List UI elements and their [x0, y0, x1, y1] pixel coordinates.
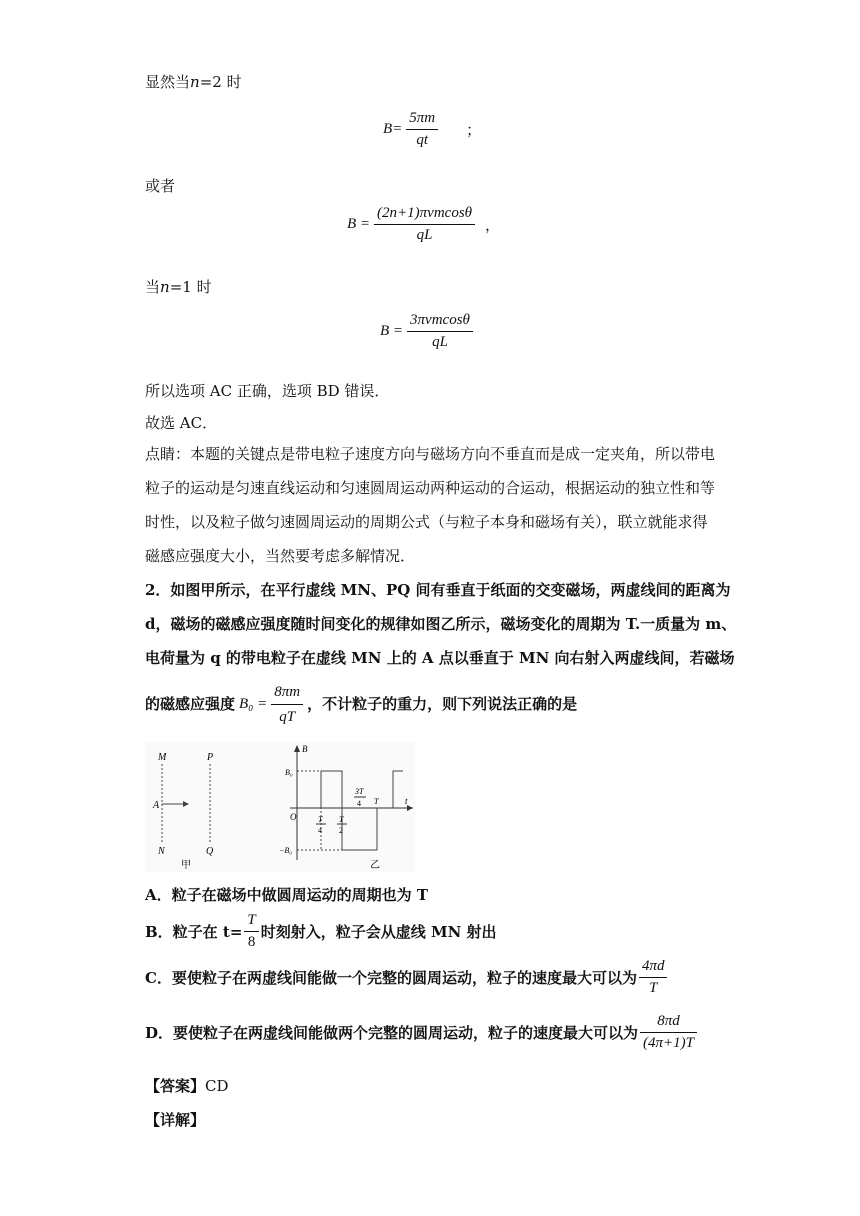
option-a: A．粒子在磁场中做圆周运动的周期也为 T [145, 886, 429, 904]
answer-line: 【答案】CD [145, 1077, 229, 1095]
label-neg-b0: −B₀ [279, 846, 293, 855]
question-2-line-1: 2．如图甲所示，在平行虚线 MN、PQ 间有垂直于纸面的交变磁场，两虚线间的距离为 [145, 581, 731, 599]
wave-negative [342, 808, 377, 850]
option-d: D．要使粒子在两虚线间能做两个完整的圆周运动，粒子的速度最大可以为 $\frac{8\pi d}{(4\pi+1)T}$ [145, 1013, 699, 1052]
equation-b-5pim: B= $\frac{5\pi m}{qt}$ ； [383, 110, 482, 148]
comment-line-1: 点睛：本题的关键点是带电粒子速度方向与磁场方向不垂直而是成一定夹角，所以带电 [145, 445, 716, 463]
text-line-n-equals-1: 当n=1 时 [145, 278, 212, 296]
equation-b-3pi: B = $\frac{\text{3πvmcosθ}}{qL}$ [380, 312, 473, 351]
label-m: M [158, 752, 167, 763]
text-line-n-equals-2: 显然当n=2 时 [145, 73, 242, 91]
label-p: P [207, 752, 214, 763]
label-b-axis: B [302, 744, 308, 754]
caption-jia: 甲 [181, 860, 191, 871]
text-choice-ac: 故选 AC． [145, 414, 218, 432]
tick-3t4-num: 3T [355, 787, 364, 796]
label-origin: O [290, 812, 297, 822]
label-n: N [158, 846, 165, 857]
tick-t2-num: T [339, 815, 344, 824]
figure-magnetic-field [145, 742, 415, 872]
caption-yi: 乙 [370, 860, 380, 871]
arrow-head [183, 801, 189, 807]
label-q: Q [206, 846, 214, 857]
question-2-line-4: 的磁感应强度 B₀ = $\frac{8\pi m}{qT}$ ，不计粒子的重力，则下列说法正确的是 [145, 683, 578, 725]
label-t-axis: t [405, 796, 408, 806]
option-b: B．粒子在 t= $\frac{T}{8}$ 时刻射入，粒子会从虚线 MN 射出 [145, 912, 497, 950]
tick-t2-den: 2 [339, 826, 343, 835]
comment-line-4: 磁感应强度大小，当然要考虑多解情况． [145, 547, 416, 565]
detail-label: 【详解】 [145, 1111, 206, 1129]
comment-line-2: 粒子的运动是匀速直线运动和匀速圆周运动两种运动的合运动，根据运动的独立性和等 [145, 479, 716, 497]
formula-b0: B₀ = $\frac{8\pi m}{qT}$ [239, 682, 303, 727]
tick-t4-den: 4 [318, 826, 322, 835]
option-c: C．要使粒子在两虚线间能做一个完整的圆周运动，粒子的速度最大可以为 $\frac{4\pi d}{T}$ [145, 958, 669, 997]
tick-t: T [374, 797, 379, 806]
label-a: A [153, 800, 160, 811]
wave-positive-1 [321, 771, 342, 808]
text-conclusion: 所以选项 AC 正确，选项 BD 错误． [145, 382, 390, 400]
text-or: 或者 [145, 177, 176, 195]
tick-t4-num: T [318, 815, 323, 824]
label-b0: B₀ [285, 768, 293, 777]
question-2-line-3: 电荷量为 q 的带电粒子在虚线 MN 上的 A 点以垂直于 MN 向右射入两虚线间，若磁场 [145, 649, 735, 667]
comment-line-3: 时性，以及粒子做匀速圆周运动的周期公式（与粒子本身和磁场有关），联立就能求得 [145, 513, 708, 531]
question-2-line-2: d，磁场的磁感应强度随时间变化的规律如图乙所示，磁场变化的周期为 T.一质量为 m、 [145, 615, 737, 633]
equation-b-2n-plus-1: B = $\frac{\text{(2n+1)πvmcosθ}}{qL}$ ， [347, 205, 501, 243]
tick-3t4-den: 4 [357, 799, 361, 808]
wave-positive-2 [393, 771, 403, 808]
